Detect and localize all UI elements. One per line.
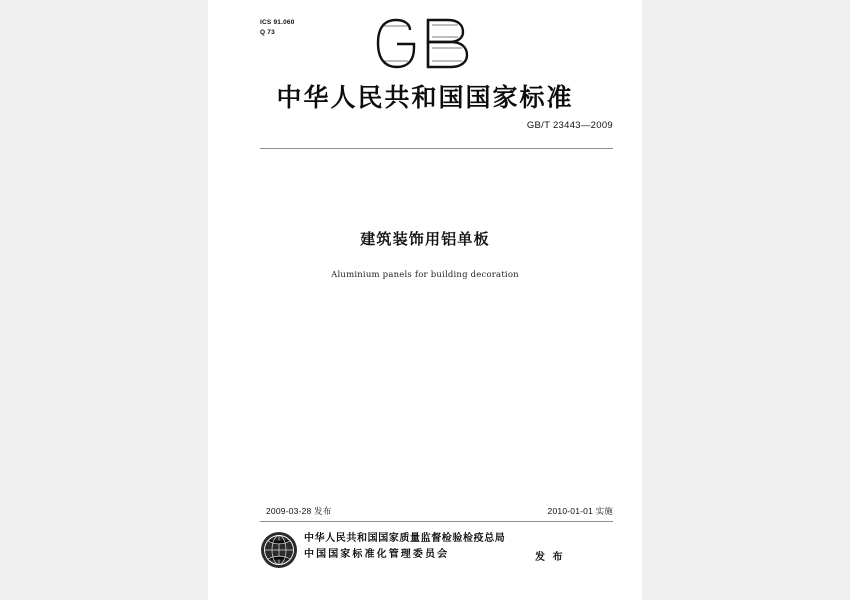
publisher-line-2: 中国国家标准化管理委员会	[304, 548, 450, 560]
standard-number: GB/T 23443—2009	[526, 120, 613, 131]
national-emblem-icon	[260, 531, 298, 569]
header-divider	[260, 148, 613, 149]
ics-number: ICS 91.060	[260, 19, 295, 26]
publisher-names	[304, 531, 505, 562]
standard-authority-title: 中华人民共和国国家标准	[276, 83, 574, 112]
document-title-english: Aluminium panels for building decoration	[331, 270, 519, 280]
issue-date: 2009-03-28 发布	[266, 506, 332, 516]
viewer-right-margin	[642, 0, 850, 600]
publisher-release-label: 发 布	[535, 552, 565, 563]
implementation-date: 2010-01-01 实施	[547, 506, 613, 516]
page-content	[208, 0, 642, 600]
gb-emblem-icon	[208, 16, 642, 72]
viewer-left-margin	[0, 0, 208, 600]
publisher-line-1: 中华人民共和国国家质量监督检验检疫总局	[304, 533, 506, 544]
document-title-chinese: 建筑装饰用铝单板	[360, 230, 490, 248]
publisher-block	[260, 529, 613, 573]
date-row	[260, 505, 613, 519]
document-page	[208, 0, 642, 600]
ccs-number: Q 73	[260, 28, 275, 36]
footer-divider	[260, 521, 613, 522]
